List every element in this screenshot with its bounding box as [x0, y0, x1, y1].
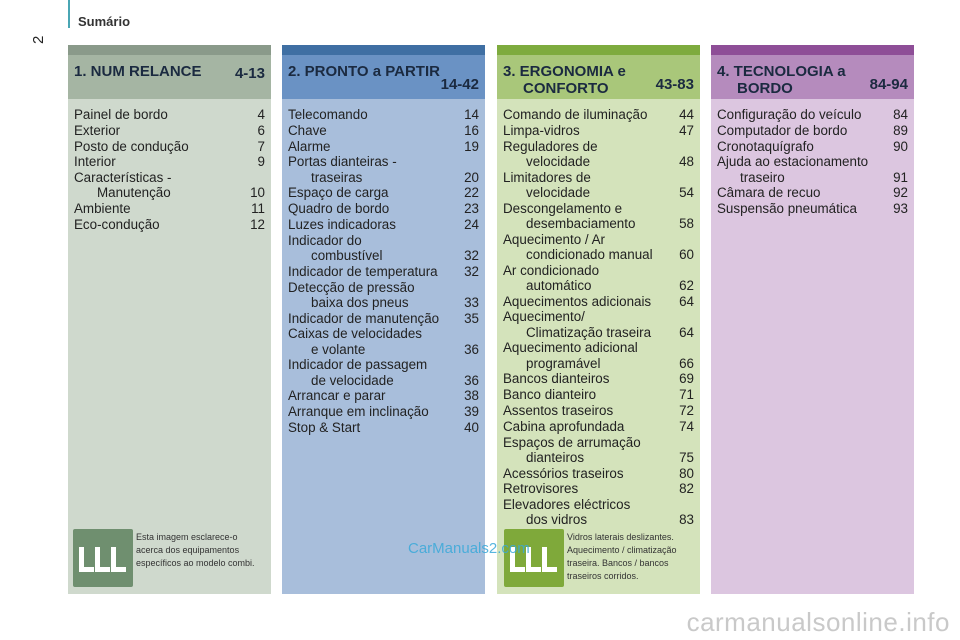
- toc-entry-label-line2: combustível: [311, 247, 383, 263]
- toc-entry-page: 74: [679, 418, 694, 434]
- toc-entry-label-line1: Indicador de temperatura: [288, 263, 438, 279]
- toc-entry-label-line1: Exterior: [74, 122, 121, 138]
- toc-entry[interactable]: [503, 340, 694, 370]
- toc-list: [497, 99, 700, 528]
- toc-entry-label: [288, 185, 455, 200]
- toc-entry-page: 6: [257, 122, 265, 138]
- toc-entry[interactable]: [288, 357, 479, 387]
- toc-entry[interactable]: [503, 139, 694, 169]
- toc-entry-label-line2: condicionado manual: [526, 246, 653, 262]
- toc-entry-label: [503, 403, 670, 418]
- toc-entry[interactable]: [74, 201, 265, 216]
- toc-entry-label-line1: Reguladores de: [503, 138, 598, 154]
- toc-entry-page: 47: [679, 122, 694, 138]
- toc-entry-label-line1: Painel de bordo: [74, 107, 168, 122]
- toc-entry-label: [288, 217, 455, 232]
- toc-entry-label-line1: Comando de iluminação: [503, 107, 648, 122]
- toc-entry-page: 44: [679, 107, 694, 122]
- toc-entry[interactable]: [288, 326, 479, 356]
- toc-entry-page: 32: [464, 247, 479, 263]
- toc-entry-page: 33: [464, 294, 479, 310]
- toc-entry-label: [288, 311, 455, 326]
- toc-list: [711, 99, 914, 216]
- toc-entry-page: 62: [679, 277, 694, 293]
- toc-entry[interactable]: [288, 185, 479, 200]
- toc-entry-label: [503, 139, 670, 169]
- toc-entry[interactable]: [288, 420, 479, 435]
- toc-entry-label-line2: desembaciamento: [526, 215, 636, 231]
- toc-entry[interactable]: [503, 263, 694, 293]
- toc-entry-page: 69: [679, 371, 694, 387]
- column-heading-text: 3. ERGONOMIA e: [503, 63, 626, 80]
- toc-entry-label: [288, 154, 455, 184]
- toc-entry-page: 35: [464, 310, 479, 326]
- toc-entry-label-line1: Arranque em inclinação: [288, 404, 429, 420]
- column-note: Vidros laterais deslizantes. Aquecimento / climatização traseira. Bancos / bancos traseiros corridos.: [567, 532, 677, 581]
- toc-entry-page: 39: [464, 404, 479, 420]
- toc-entry-label-line1: Luzes indicadoras: [288, 216, 396, 232]
- toc-entry-label-line2: velocidade: [526, 153, 591, 169]
- column-note: Esta imagem esclarece-o acerca dos equipamentos específicos ao modelo combi.: [136, 532, 255, 568]
- column-heading-text: 2. PRONTO a PARTIR: [288, 63, 440, 80]
- toc-entry-label-line1: Ajuda ao estacionamento: [717, 154, 869, 170]
- toc-entry[interactable]: [503, 497, 694, 527]
- toc-entry-label-line1: Espaço de carga: [288, 185, 389, 201]
- toc-entry-page: 54: [679, 184, 694, 200]
- toc-entry-page: 92: [893, 185, 908, 201]
- seats-icon: [73, 529, 133, 587]
- toc-entry-label-line1: Elevadores eléctricos: [503, 497, 631, 513]
- toc-entry[interactable]: [503, 403, 694, 418]
- toc-entry[interactable]: [503, 294, 694, 309]
- toc-entry-page: 84: [893, 107, 908, 122]
- toc-entry-page: 22: [464, 185, 479, 201]
- toc-entry-page: 11: [251, 201, 265, 217]
- toc-entry[interactable]: [74, 217, 265, 232]
- toc-entry[interactable]: [503, 309, 694, 339]
- toc-entry-label: [503, 263, 670, 293]
- toc-entry-label-line2: automático: [526, 277, 592, 293]
- toc-entry-label-line1: Aquecimento/: [503, 309, 585, 325]
- toc-entry-label: [74, 107, 241, 122]
- toc-entry[interactable]: [74, 170, 265, 200]
- toc-entry-label-line2: programável: [526, 355, 601, 371]
- toc-entry-label: [503, 294, 670, 309]
- toc-entry-label: [288, 280, 455, 310]
- toc-entry-label: [288, 123, 455, 138]
- toc-column-3: [497, 45, 700, 594]
- toc-entry-label: [74, 201, 241, 216]
- toc-entry-label-line1: Cronotaquígrafo: [717, 138, 814, 154]
- toc-entry[interactable]: [503, 435, 694, 465]
- toc-entry[interactable]: [288, 404, 479, 419]
- toc-entry-page: 36: [464, 372, 479, 388]
- toc-entry-page: 40: [464, 419, 479, 435]
- toc-entry-label: [74, 123, 241, 138]
- toc-entry-page: 20: [464, 169, 479, 185]
- toc-entry[interactable]: [717, 154, 908, 184]
- toc-entry-page: 23: [464, 201, 479, 217]
- toc-entry-page: 75: [679, 449, 694, 465]
- toc-list: [68, 99, 271, 232]
- toc-entry-label: [503, 419, 670, 434]
- seats-icon: [504, 529, 564, 587]
- toc-entry-label-line2: de velocidade: [311, 372, 394, 388]
- toc-entry[interactable]: [503, 419, 694, 434]
- column-top-bar: [282, 45, 485, 55]
- toc-entry-label-line2: baixa dos pneus: [311, 294, 409, 310]
- toc-entry-label-line1: Retrovisores: [503, 481, 579, 497]
- toc-entry-label-line1: Quadro de bordo: [288, 201, 390, 217]
- column-heading[interactable]: [497, 55, 700, 99]
- toc-entry[interactable]: [288, 201, 479, 216]
- column-heading-text: 1. NUM RELANCE: [74, 63, 202, 80]
- toc-entry-label-line2: e volante: [311, 341, 366, 357]
- toc-entry-label-line1: Portas dianteiras -: [288, 154, 397, 170]
- toc-entry-label: [503, 107, 670, 122]
- toc-entry-label: [717, 185, 884, 200]
- toc-entry[interactable]: [503, 170, 694, 200]
- toc-entry-page: 64: [679, 293, 694, 309]
- column-heading-line2: CONFORTO: [523, 80, 609, 97]
- toc-entry[interactable]: [288, 280, 479, 310]
- toc-entry-label-line2: velocidade: [526, 184, 591, 200]
- footer-watermark: carmanualsonline.info: [686, 607, 950, 637]
- toc-entry-label: [503, 497, 670, 527]
- toc-entry-label-line1: Limpa-vidros: [503, 122, 580, 138]
- toc-entry-page: 14: [464, 107, 479, 122]
- toc-entry-label-line1: Interior: [74, 154, 116, 170]
- column-page-range: 84-94: [869, 76, 908, 93]
- column-top-bar: [711, 45, 914, 55]
- toc-entry-page: 83: [679, 512, 694, 528]
- toc-entry-label: [503, 466, 670, 481]
- toc-entry-label: [503, 481, 670, 496]
- column-heading-text: 4. TECNOLOGIA a: [717, 63, 846, 80]
- page-number: 2: [30, 35, 47, 44]
- toc-entry-page: 66: [679, 355, 694, 371]
- toc-entry[interactable]: [503, 466, 694, 481]
- toc-entry[interactable]: [717, 107, 908, 122]
- toc-entry[interactable]: [717, 185, 908, 200]
- toc-entry-label: [717, 123, 884, 138]
- toc-entry-label: [288, 404, 455, 419]
- toc-entry-page: 80: [679, 465, 694, 481]
- toc-entry[interactable]: [288, 123, 479, 138]
- toc-column-2: [282, 45, 485, 594]
- toc-entry[interactable]: [503, 201, 694, 231]
- toc-entry[interactable]: [74, 123, 265, 138]
- toc-entry-label-line1: Alarme: [288, 138, 331, 154]
- toc-entry-page: 4: [257, 107, 265, 122]
- toc-entry-label-line1: Banco dianteiro: [503, 387, 597, 403]
- toc-entry[interactable]: [503, 387, 694, 402]
- toc-entry-label: [288, 139, 455, 154]
- toc-entry-label-line1: Assentos traseiros: [503, 402, 614, 418]
- toc-entry[interactable]: [288, 217, 479, 232]
- toc-entry-page: 10: [250, 185, 265, 201]
- toc-entry-label-line2: Manutenção: [97, 185, 171, 201]
- column-heading[interactable]: [282, 55, 485, 99]
- toc-entry-page: 64: [679, 324, 694, 340]
- toc-entry-label: [288, 388, 455, 403]
- toc-entry-label-line1: Aquecimento / Ar: [503, 231, 605, 247]
- toc-entry-label-line1: Chave: [288, 122, 327, 138]
- toc-column-4: [711, 45, 914, 594]
- toc-entry[interactable]: [74, 107, 265, 122]
- toc-entry-label-line2: traseiras: [311, 169, 363, 185]
- toc-entry-page: 24: [464, 216, 479, 232]
- toc-entry-label: [717, 154, 884, 184]
- toc-entry-label-line2: Climatização traseira: [526, 324, 652, 340]
- section-title: Sumário: [78, 14, 131, 29]
- toc-entry-label: [503, 340, 670, 370]
- toc-entry-label-line1: Limitadores de: [503, 169, 591, 185]
- toc-entry-label-line1: Telecomando: [288, 107, 368, 122]
- toc-entry-label-line1: Cabina aprofundada: [503, 418, 625, 434]
- column-heading-line2: BORDO: [737, 80, 793, 97]
- toc-entry-label-line1: Ar condicionado: [503, 262, 600, 278]
- toc-entry[interactable]: [717, 201, 908, 216]
- toc-entry-page: 16: [464, 122, 479, 138]
- toc-entry-label: [288, 201, 455, 216]
- toc-entry-label-line1: Suspensão pneumática: [717, 201, 857, 217]
- toc-entry-label: [288, 326, 455, 356]
- toc-entry-label: [74, 139, 241, 154]
- toc-entry-label-line1: Configuração do veículo: [717, 107, 862, 122]
- toc-entry[interactable]: [288, 139, 479, 154]
- toc-entry-page: 9: [257, 154, 265, 170]
- toc-column-1: [68, 45, 271, 594]
- toc-entry-label-line1: Acessórios traseiros: [503, 465, 624, 481]
- toc-entry-label-line1: Bancos dianteiros: [503, 371, 610, 387]
- toc-entry-label-line1: Computador de bordo: [717, 122, 848, 138]
- toc-entry-label: [503, 435, 670, 465]
- toc-entry-label: [503, 309, 670, 339]
- toc-entry-label-line1: Caixas de velocidades: [288, 326, 422, 342]
- toc-entry[interactable]: [288, 264, 479, 279]
- toc-entry-page: 72: [679, 402, 694, 418]
- toc-entry-label-line1: Aquecimento adicional: [503, 340, 638, 356]
- toc-entry-label-line2: dianteiros: [526, 449, 585, 465]
- toc-entry[interactable]: [288, 233, 479, 263]
- toc-entry[interactable]: [74, 139, 265, 154]
- toc-entry-label-line2: dos vidros: [526, 512, 588, 528]
- toc-entry-label: [503, 170, 670, 200]
- toc-entry-label-line1: Espaços de arrumação: [503, 434, 641, 450]
- toc-entry-label: [503, 201, 670, 231]
- toc-entry[interactable]: [288, 311, 479, 326]
- toc-entry-label: [288, 233, 455, 263]
- toc-entry[interactable]: [503, 481, 694, 496]
- toc-entry-label: [503, 387, 670, 402]
- toc-entry[interactable]: [503, 232, 694, 262]
- toc-entry-label: [74, 154, 241, 169]
- toc-entry[interactable]: [503, 107, 694, 122]
- toc-entry-label-line1: Indicador de passagem: [288, 357, 428, 373]
- toc-entry-page: 12: [250, 216, 265, 232]
- toc-entry[interactable]: [503, 371, 694, 386]
- toc-entry[interactable]: [503, 123, 694, 138]
- toc-entry-label-line1: Aquecimentos adicionais: [503, 293, 652, 309]
- column-page-range: 43-83: [655, 76, 694, 93]
- toc-entry-label-line1: Câmara de recuo: [717, 185, 821, 201]
- toc-entry-label-line1: Stop & Start: [288, 419, 361, 435]
- toc-entry-label: [717, 201, 884, 216]
- toc-entry-page: 90: [893, 138, 908, 154]
- toc-entry-page: 93: [893, 201, 908, 217]
- toc-entry-label-line1: Posto de condução: [74, 138, 189, 154]
- toc-entry[interactable]: [288, 107, 479, 122]
- toc-entry[interactable]: [717, 123, 908, 138]
- toc-entry-label-line1: Arrancar e parar: [288, 388, 386, 404]
- column-page-range: 14-42: [440, 76, 479, 93]
- toc-entry-label-line1: Descongelamento e: [503, 200, 623, 216]
- toc-entry-label-line1: Detecção de pressão: [288, 279, 415, 295]
- toc-entry-label: [717, 107, 884, 122]
- toc-entry-page: 82: [679, 481, 694, 497]
- toc-entry-page: 32: [464, 263, 479, 279]
- toc-entry-page: 89: [893, 122, 908, 138]
- toc-entry-label-line1: Eco-condução: [74, 216, 160, 232]
- watermark: CarManuals2.com: [408, 540, 530, 557]
- toc-entry-page: 38: [464, 388, 479, 404]
- toc-entry-label-line1: Características -: [74, 170, 172, 186]
- toc-entry-label: [503, 232, 670, 262]
- toc-entry-label-line1: Indicador de manutenção: [288, 310, 440, 326]
- toc-entry-label: [288, 357, 455, 387]
- toc-entry-label: [503, 123, 670, 138]
- toc-entry[interactable]: [74, 154, 265, 169]
- toc-entry-label: [717, 139, 884, 154]
- toc-entry-label: [288, 107, 455, 122]
- toc-entry-label: [288, 420, 455, 435]
- column-top-bar: [68, 45, 271, 55]
- toc-entry-page: 58: [679, 215, 694, 231]
- toc-entry-label: [288, 264, 455, 279]
- toc-entry[interactable]: [288, 154, 479, 184]
- header-accent-bar: [68, 0, 70, 28]
- toc-entry-page: 71: [679, 387, 694, 403]
- toc-entry-label-line2: traseiro: [740, 169, 785, 185]
- column-heading[interactable]: [711, 55, 914, 99]
- column-page-range: 4-13: [234, 65, 265, 82]
- toc-entry-label: [74, 170, 241, 200]
- toc-entry-label-line1: Ambiente: [74, 201, 131, 217]
- toc-entry[interactable]: [717, 139, 908, 154]
- toc-entry-page: 36: [464, 341, 479, 357]
- toc-entry-label: [503, 371, 670, 386]
- toc-entry-page: 48: [679, 153, 694, 169]
- toc-entry-page: 7: [257, 138, 265, 154]
- toc-entry[interactable]: [288, 388, 479, 403]
- toc-entry-label-line1: Indicador do: [288, 232, 362, 248]
- column-top-bar: [497, 45, 700, 55]
- toc-entry-page: 19: [464, 138, 479, 154]
- toc-entry-page: 91: [893, 169, 908, 185]
- toc-list: [282, 99, 485, 435]
- toc-entry-page: 60: [679, 246, 694, 262]
- toc-entry-label: [74, 217, 241, 232]
- column-heading[interactable]: [68, 55, 271, 99]
